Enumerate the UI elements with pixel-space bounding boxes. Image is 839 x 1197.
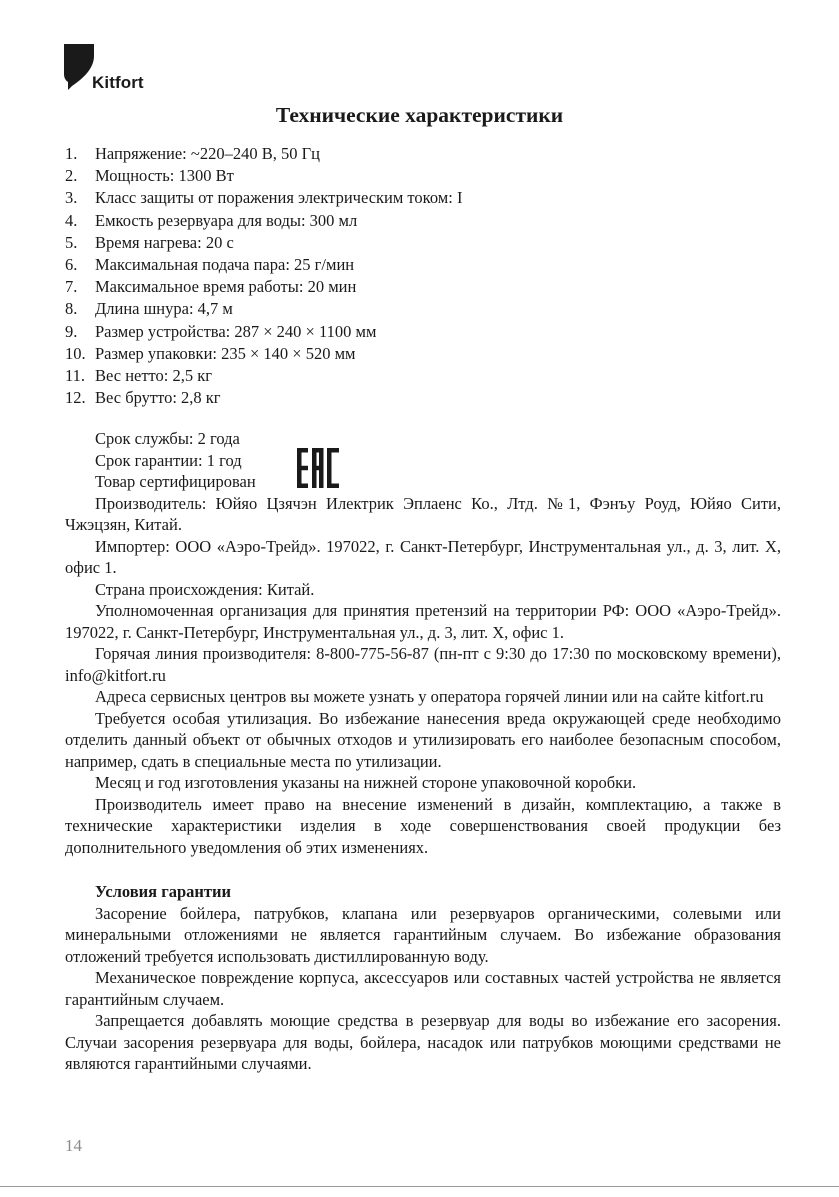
spec-item xyxy=(65,187,785,209)
disposal-notice: Требуется особая утилизация. Во избежание нанесения вреда окружающей среде необходимо отделить данный объект от обычных отходов и утилизировать его наиболее безопасным способом, например, сдать в специальные места по утилизации. xyxy=(65,708,781,771)
page-divider xyxy=(0,1186,839,1187)
spec-number: 1. xyxy=(65,144,78,163)
spec-item xyxy=(65,276,785,298)
authorized-organization: Уполномоченная организация для принятия претензий на территории РФ: ООО «Аэро-Трейд». 197022, г. Санкт-Петербург, Инструментальная ул., д. 3, лит. Х, офис 1. xyxy=(65,601,781,642)
spec-number: 4. xyxy=(65,210,78,230)
spec-text: Вес нетто: 2,5 кг xyxy=(95,366,213,386)
changes-notice: Производитель имеет право на внесение изменений в дизайн, комплектацию, а также в технические характеристики изделия в ходе совершенствования своей продукции без дополнительного уведомления об этих изменениях. xyxy=(65,794,781,857)
spec-number: 6. xyxy=(65,255,78,275)
spec-item xyxy=(65,343,785,365)
warranty-paragraph: Засорение бойлера, патрубков, клапана или резервуаров органическими, солевыми или минеральными отложениями не является гарантийным случаем. Во избежание образования отложений требуется использовать дистиллированную воду. xyxy=(65,903,781,966)
spec-text: Размер упаковки: 235 × 140 × 520 мм xyxy=(95,343,356,363)
spec-item xyxy=(65,254,785,276)
spec-item xyxy=(65,387,785,409)
spec-text: Емкость резервуара для воды: 300 мл xyxy=(95,210,358,230)
spec-item xyxy=(65,321,785,343)
spec-item xyxy=(65,143,785,165)
brand-name: Kitfort xyxy=(92,73,144,92)
service-centers: Адреса сервисных центров вы можете узнать у оператора горячей линии или на сайте kitfort.ru xyxy=(95,687,764,706)
spec-number: 7. xyxy=(65,277,78,297)
spec-text: Класс защиты от поражения электрическим током: I xyxy=(95,188,463,208)
eac-mark-icon xyxy=(297,448,339,488)
spec-item xyxy=(65,298,785,320)
spec-text: Максимальное время работы: 20 мин xyxy=(95,277,357,297)
spec-number: 9. xyxy=(65,321,78,341)
spec-number: 3. xyxy=(65,188,78,208)
spec-text: Размер устройства: 287 × 240 × 1100 мм xyxy=(95,321,377,341)
kitfort-logo-icon xyxy=(64,44,94,90)
brand-logo xyxy=(64,44,174,94)
spec-text: Мощность: 1300 Вт xyxy=(95,166,234,186)
spec-number: 8. xyxy=(65,299,78,319)
spec-item xyxy=(65,165,785,187)
spec-number: 10. xyxy=(65,343,86,363)
service-life: Срок службы: 2 года xyxy=(95,429,240,448)
spec-text: Максимальная подача пара: 25 г/мин xyxy=(95,255,355,275)
warranty-paragraph: Механическое повреждение корпуса, аксессуаров или составных частей устройства не является гарантийным случаем. xyxy=(65,968,781,1009)
spec-item xyxy=(65,232,785,254)
spec-text: Напряжение: ~220–240 В, 50 Гц xyxy=(95,144,320,163)
spec-text: Вес брутто: 2,8 кг xyxy=(95,388,221,408)
spec-number: 11. xyxy=(65,366,86,386)
spec-item xyxy=(65,210,785,232)
certified-text: Товар сертифицирован xyxy=(95,472,256,491)
importer: Импортер: ООО «Аэро-Трейд». 197022, г. Санкт-Петербург, Инструментальная ул., д. 3, лит. Х, офис 1. xyxy=(65,536,781,577)
warranty-period: Срок гарантии: 1 год xyxy=(95,450,242,470)
country-of-origin: Страна происхождения: Китай. xyxy=(95,579,315,599)
hotline: Горячая линия производителя: 8-800-775-56-87 (пн-пт с 9:30 до 17:30 по московскому времени), info@kitfort.ru xyxy=(65,644,781,685)
product-info xyxy=(65,428,781,1075)
manufacture-date-note: Месяц и год изготовления указаны на нижней стороне упаковочной коробки. xyxy=(95,773,637,792)
page-number: 14 xyxy=(65,1136,82,1155)
page-title: Технические характеристики xyxy=(275,103,564,127)
warranty-heading: Условия гарантии xyxy=(95,882,232,901)
spec-text: Длина шнура: 4,7 м xyxy=(95,299,233,319)
spec-text: Время нагрева: 20 с xyxy=(95,232,234,252)
certification-row xyxy=(65,471,781,493)
spec-number: 5. xyxy=(65,232,78,252)
spec-item xyxy=(65,365,785,387)
spec-number: 2. xyxy=(65,166,78,186)
warranty-paragraph: Запрещается добавлять моющие средства в резервуар для воды во избежание его засорения. Случаи засорения резервуара для воды, бойлера, насадок или патрубков моющими средствами не являются гарантийными случаями. xyxy=(65,1011,781,1073)
manufacturer: Производитель: Юйяо Цзячэн Илектрик Эплаенс Ко., Лтд. №1, Фэнъу Роуд, Юйяо Сити, Чжэцзян, Китай. xyxy=(65,493,781,534)
spec-list xyxy=(65,143,785,409)
spec-number: 12. xyxy=(65,388,86,408)
